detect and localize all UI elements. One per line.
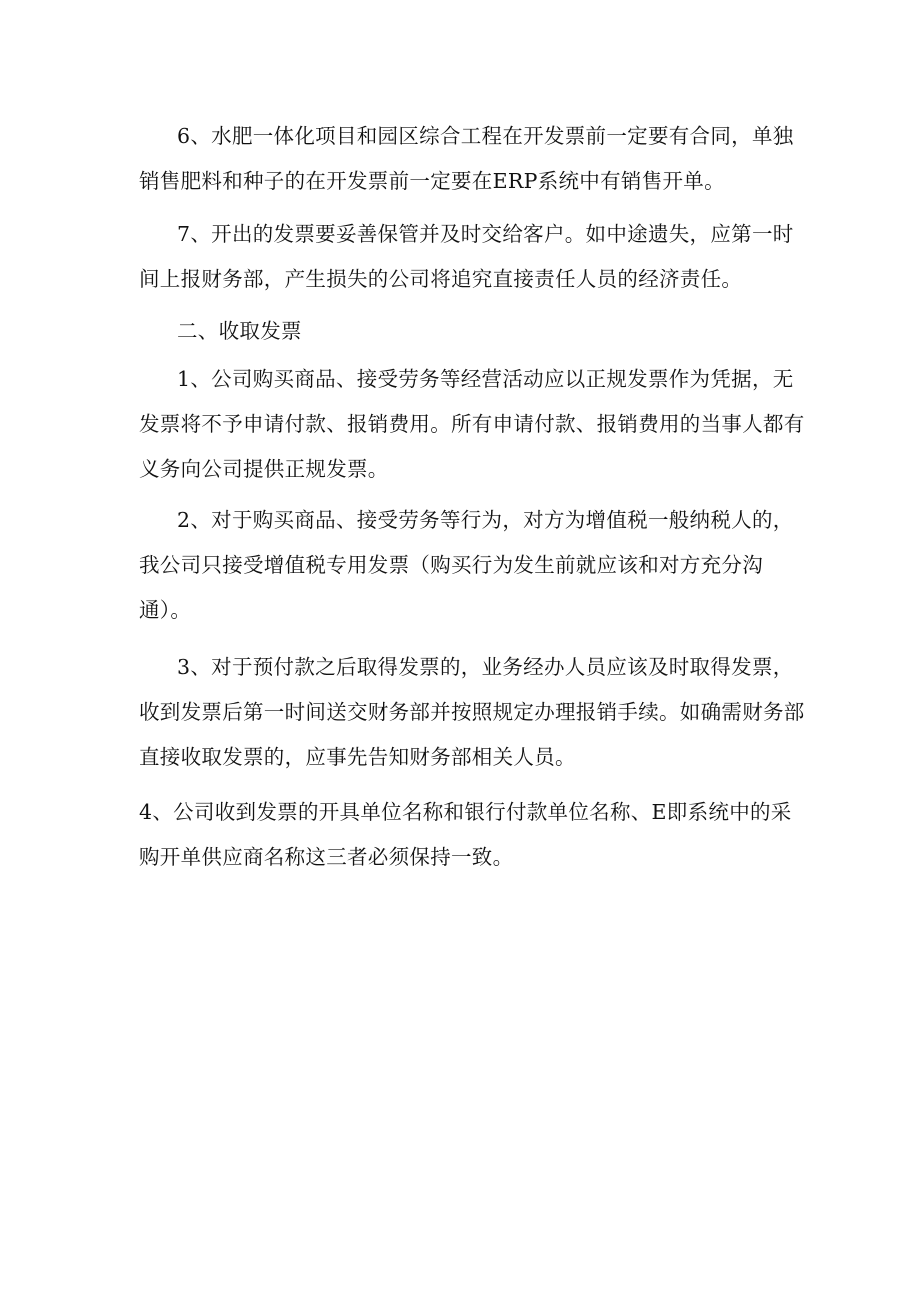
paragraph-7 xyxy=(139,212,794,302)
paragraph-line: 2、对于购买商品、接受劳务等行为，对方为增值税一般纳税人的， xyxy=(177,508,794,532)
paragraph-line: 3、对于预付款之后取得发票的，业务经办人员应该及时取得发票， xyxy=(177,655,794,679)
paragraph-line: 直接收取发票的，应事先告知财务部相关人员。 xyxy=(139,745,576,769)
heading-text: 二、收取发票 xyxy=(177,319,302,343)
paragraph-line: 发票将不予申请付款、报销费用。所有申请付款、报销费用的当事人都有 xyxy=(139,412,805,436)
section2-paragraph-2 xyxy=(139,498,794,633)
paragraph-line: 义务向公司提供正规发票。 xyxy=(139,457,389,481)
section2-paragraph-4 xyxy=(139,790,792,880)
section-heading xyxy=(177,309,302,354)
paragraph-line: 6、水肥一体化项目和园区综合工程在开发票前一定要有合同，单独 xyxy=(177,124,794,148)
paragraph-line: 我公司只接受增值税专用发票（购买行为发生前就应该和对方充分沟 xyxy=(139,553,763,577)
paragraph-line: 通）。 xyxy=(139,598,192,622)
paragraph-line: 1、公司购买商品、接受劳务等经营活动应以正规发票作为凭据，无 xyxy=(177,367,794,391)
section2-paragraph-1 xyxy=(139,357,805,492)
section2-paragraph-3 xyxy=(139,645,805,780)
paragraph-line: 销售肥料和种子的在开发票前一定要在ERP系统中有销售开单。 xyxy=(139,169,725,193)
paragraph-line: 7、开出的发票要妥善保管并及时交给客户。如中途遗失，应第一时 xyxy=(177,222,794,246)
paragraph-6 xyxy=(139,114,794,204)
paragraph-line: 4、公司收到发票的开具单位名称和银行付款单位名称、E即系统中的采 xyxy=(139,800,792,824)
paragraph-line: 购开单供应商名称这三者必须保持一致。 xyxy=(139,845,514,869)
paragraph-line: 间上报财务部，产生损失的公司将追究直接责任人员的经济责任。 xyxy=(139,267,743,291)
paragraph-line: 收到发票后第一时间送交财务部并按照规定办理报销手续。如确需财务部 xyxy=(139,700,805,724)
